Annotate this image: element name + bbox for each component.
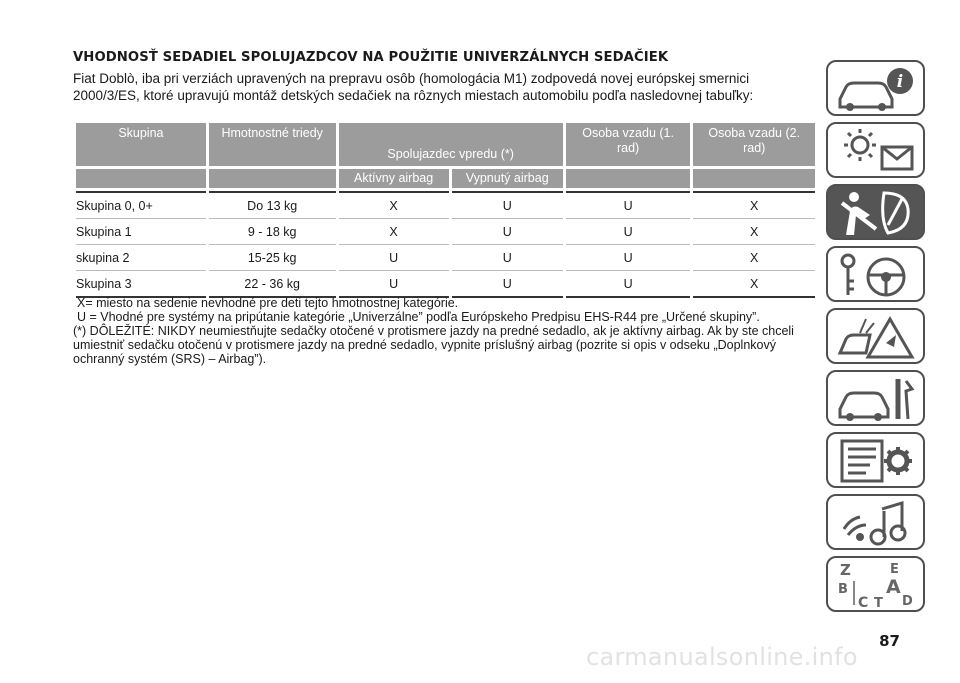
cell-inactive: U bbox=[452, 245, 563, 271]
header-weight: Hmotnostné triedy bbox=[209, 123, 336, 169]
header-blank bbox=[76, 169, 206, 191]
tab-lights-messages[interactable] bbox=[826, 122, 925, 178]
index-letter: D bbox=[902, 594, 913, 609]
seatbelt-airbag-icon bbox=[836, 189, 918, 237]
header-blank bbox=[693, 169, 815, 191]
cell-rear1: U bbox=[566, 245, 691, 271]
table-row bbox=[76, 245, 815, 271]
index-letter: Z bbox=[840, 561, 851, 579]
cell-rear1: U bbox=[566, 191, 691, 219]
cell-weight: 9 - 18 kg bbox=[209, 219, 336, 245]
lights-message-icon bbox=[836, 127, 918, 175]
cell-inactive: U bbox=[452, 191, 563, 219]
header-airbag-inactive: Vypnutý airbag bbox=[452, 169, 563, 191]
alphabetical-index-icon bbox=[836, 561, 918, 609]
table-row bbox=[76, 191, 815, 219]
car-info-icon bbox=[836, 65, 918, 113]
child-seat-table bbox=[73, 123, 818, 298]
header-rear-row-1: Osoba vzadu (1. rad) bbox=[566, 123, 691, 169]
multimedia-icon bbox=[836, 499, 918, 547]
specifications-gear-icon bbox=[836, 437, 918, 485]
index-letter: T bbox=[874, 596, 883, 609]
section-heading: VHODNOSŤ SEDADIEL SPOLUJAZDCOV NA POUŽITIE UNIVERZÁLNYCH SEDAČIEK bbox=[73, 50, 669, 65]
cell-rear2: X bbox=[693, 191, 815, 219]
cell-rear1: U bbox=[566, 219, 691, 245]
cell-active: X bbox=[339, 191, 449, 219]
index-letter: C bbox=[858, 595, 869, 609]
cell-rear1: U bbox=[566, 271, 691, 298]
page-number: 87 bbox=[879, 632, 900, 650]
cell-active: U bbox=[339, 245, 449, 271]
car-service-tools-icon bbox=[836, 375, 918, 423]
cell-group: Skupina 3 bbox=[76, 271, 206, 298]
header-airbag-active: Aktívny airbag bbox=[339, 169, 449, 191]
note-u: U = Vhodné pre systémy na pripútanie kategórie „Univerzálne” podľa Európskeho Predpisu EHS-R44 pre „Určené skupiny”. bbox=[77, 310, 760, 324]
header-rear-row-2: Osoba vzadu (2. rad) bbox=[693, 123, 815, 169]
cell-active: U bbox=[339, 271, 449, 298]
index-letter: E bbox=[890, 562, 899, 577]
table-row bbox=[76, 219, 815, 245]
cell-inactive: U bbox=[452, 271, 563, 298]
tab-specifications[interactable] bbox=[826, 432, 925, 488]
cell-group: skupina 2 bbox=[76, 245, 206, 271]
tab-starting-driving[interactable] bbox=[826, 246, 925, 302]
cell-weight: 15-25 kg bbox=[209, 245, 336, 271]
index-letter: B bbox=[838, 582, 848, 597]
cell-rear2: X bbox=[693, 219, 815, 245]
car-accident-warning-icon bbox=[836, 313, 918, 361]
header-front-passenger: Spolujazdec vpredu (*) bbox=[339, 123, 563, 169]
note-important: (*) DÔLEŽITÉ: NIKDY neumiestňujte sedačky otočené v protismere jazdy na predné sedadlo, ak je aktívny airbag. Ak by ste chceli umiestniť sedačku otočenú v protismere jazdy na predné sedadlo, vypnite príslušný airbag (pozrite si opis v odseku „Doplnkový ochranný systém (SRS) – Airbag”). bbox=[73, 324, 794, 366]
steering-wheel-key-icon bbox=[836, 251, 918, 299]
svg-text:i: i bbox=[896, 72, 904, 92]
header-blank bbox=[209, 169, 336, 191]
tab-multimedia[interactable] bbox=[826, 494, 925, 550]
tab-maintenance[interactable] bbox=[826, 370, 925, 426]
cell-weight: Do 13 kg bbox=[209, 191, 336, 219]
cell-rear2: X bbox=[693, 245, 815, 271]
intro-paragraph: Fiat Doblò, iba pri verziách upravených na prepravu osôb (homologácia M1) zodpovedá novej európskej smernici 2000/3/ES, ktoré upravujú montáž detských sedačiek na rôznych miestach automobilu podľa nasledovnej tabuľky: bbox=[73, 71, 754, 103]
note-x: X= miesto na sedenie nevhodné pre deti tejto hmotnostnej kategórie. bbox=[77, 296, 459, 310]
cell-group: Skupina 0, 0+ bbox=[76, 191, 206, 219]
notes bbox=[73, 296, 818, 366]
cell-rear2: X bbox=[693, 271, 815, 298]
header-group: Skupina bbox=[76, 123, 206, 169]
cell-weight: 22 - 36 kg bbox=[209, 271, 336, 298]
tab-emergency[interactable] bbox=[826, 308, 925, 364]
watermark: carmanualsonline.info bbox=[586, 643, 858, 671]
index-letter: A bbox=[886, 576, 901, 598]
table-row bbox=[76, 271, 815, 298]
cell-active: X bbox=[339, 219, 449, 245]
tab-safety[interactable] bbox=[826, 184, 925, 240]
header-blank bbox=[566, 169, 691, 191]
cell-group: Skupina 1 bbox=[76, 219, 206, 245]
tab-index[interactable] bbox=[826, 556, 925, 612]
cell-inactive: U bbox=[452, 219, 563, 245]
tab-car-info[interactable] bbox=[826, 60, 925, 116]
